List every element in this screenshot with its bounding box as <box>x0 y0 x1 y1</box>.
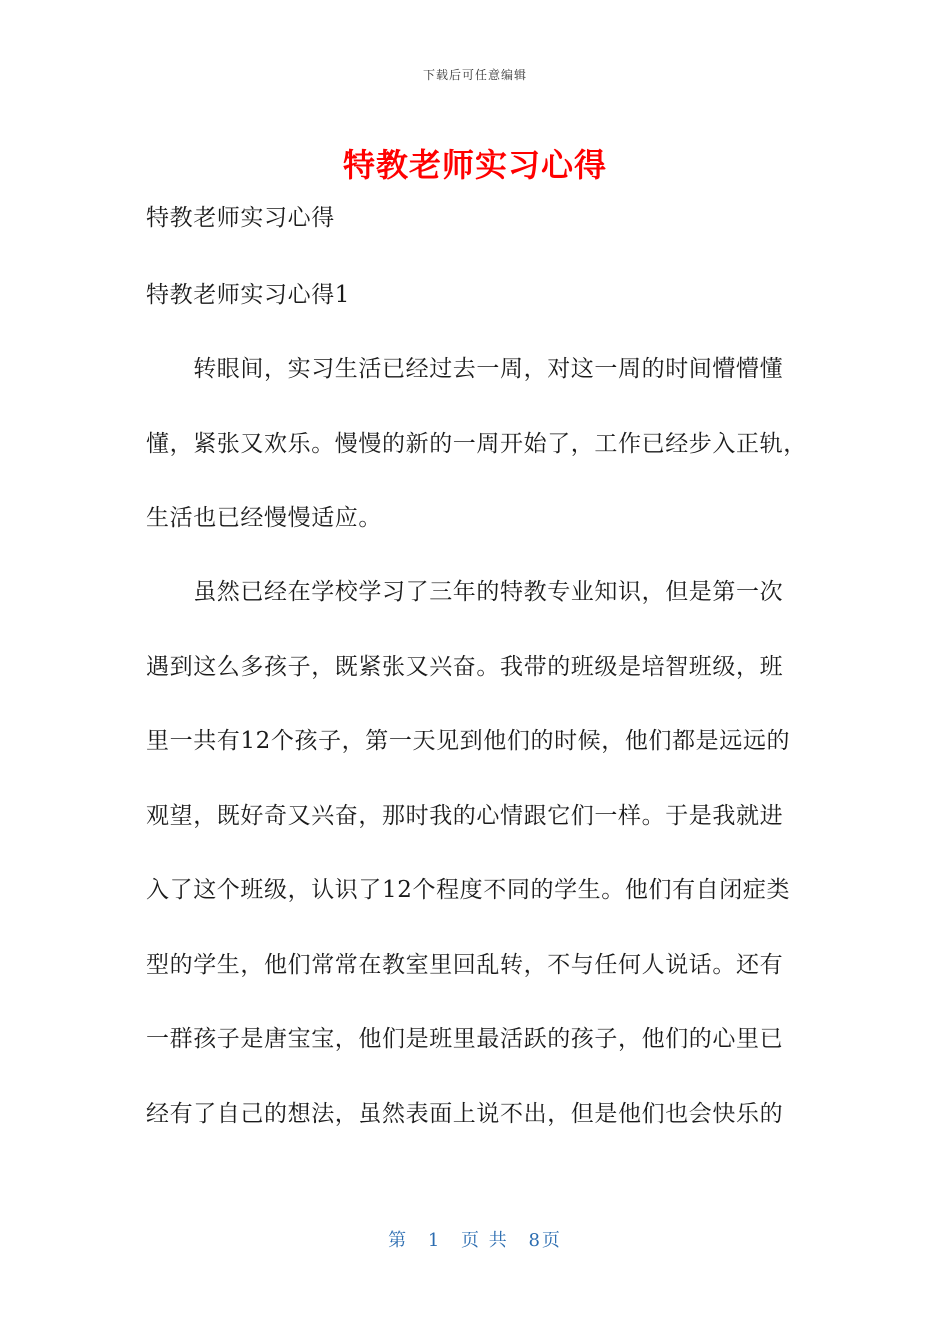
page-footer <box>0 1226 950 1252</box>
footer-total-pages: 8页 <box>528 1230 562 1251</box>
paragraph-line: 遇到这么多孩子，既紧张又兴奋。我带的班级是培智班级，班 <box>146 654 784 680</box>
paragraph-line: 经有了自己的想法，虽然表面上说不出，但是他们也会快乐的 <box>146 1101 784 1127</box>
paragraph-line: 一群孩子是唐宝宝，他们是班里最活跃的孩子，他们的心里已 <box>146 1026 784 1052</box>
document-subtitle: 特教老师实习心得 <box>146 205 335 231</box>
paragraph-line: 虽然已经在学校学习了三年的特教专业知识，但是第一次 <box>146 579 784 605</box>
document-title: 特教老师实习心得 <box>342 146 607 184</box>
footer-prefix: 第 <box>388 1230 409 1251</box>
section-heading: 特教老师实习心得1 <box>146 282 351 308</box>
paragraph-line: 型的学生，他们常常在教室里回乱转，不与任何人说话。还有 <box>146 952 784 978</box>
paragraph-line: 懂，紧张又欢乐。慢慢的新的一周开始了，工作已经步入正轨， <box>146 431 807 457</box>
paragraph-line: 观望，既好奇又兴奋，那时我的心情跟它们一样。于是我就进 <box>146 803 784 829</box>
footer-current-page: 1 <box>427 1230 442 1251</box>
header-note: 下载后可任意编辑 <box>422 68 527 82</box>
paragraph-line: 转眼间，实习生活已经过去一周，对这一周的时间懵懵懂 <box>146 356 784 382</box>
paragraph-line: 生活也已经慢慢适应。 <box>146 505 382 531</box>
paragraph-line: 里一共有12个孩子，第一天见到他们的时候，他们都是远远的 <box>146 728 791 754</box>
footer-middle: 页 共 <box>461 1230 509 1251</box>
paragraph-line: 入了这个班级，认识了12个程度不同的学生。他们有自闭症类 <box>146 877 791 903</box>
